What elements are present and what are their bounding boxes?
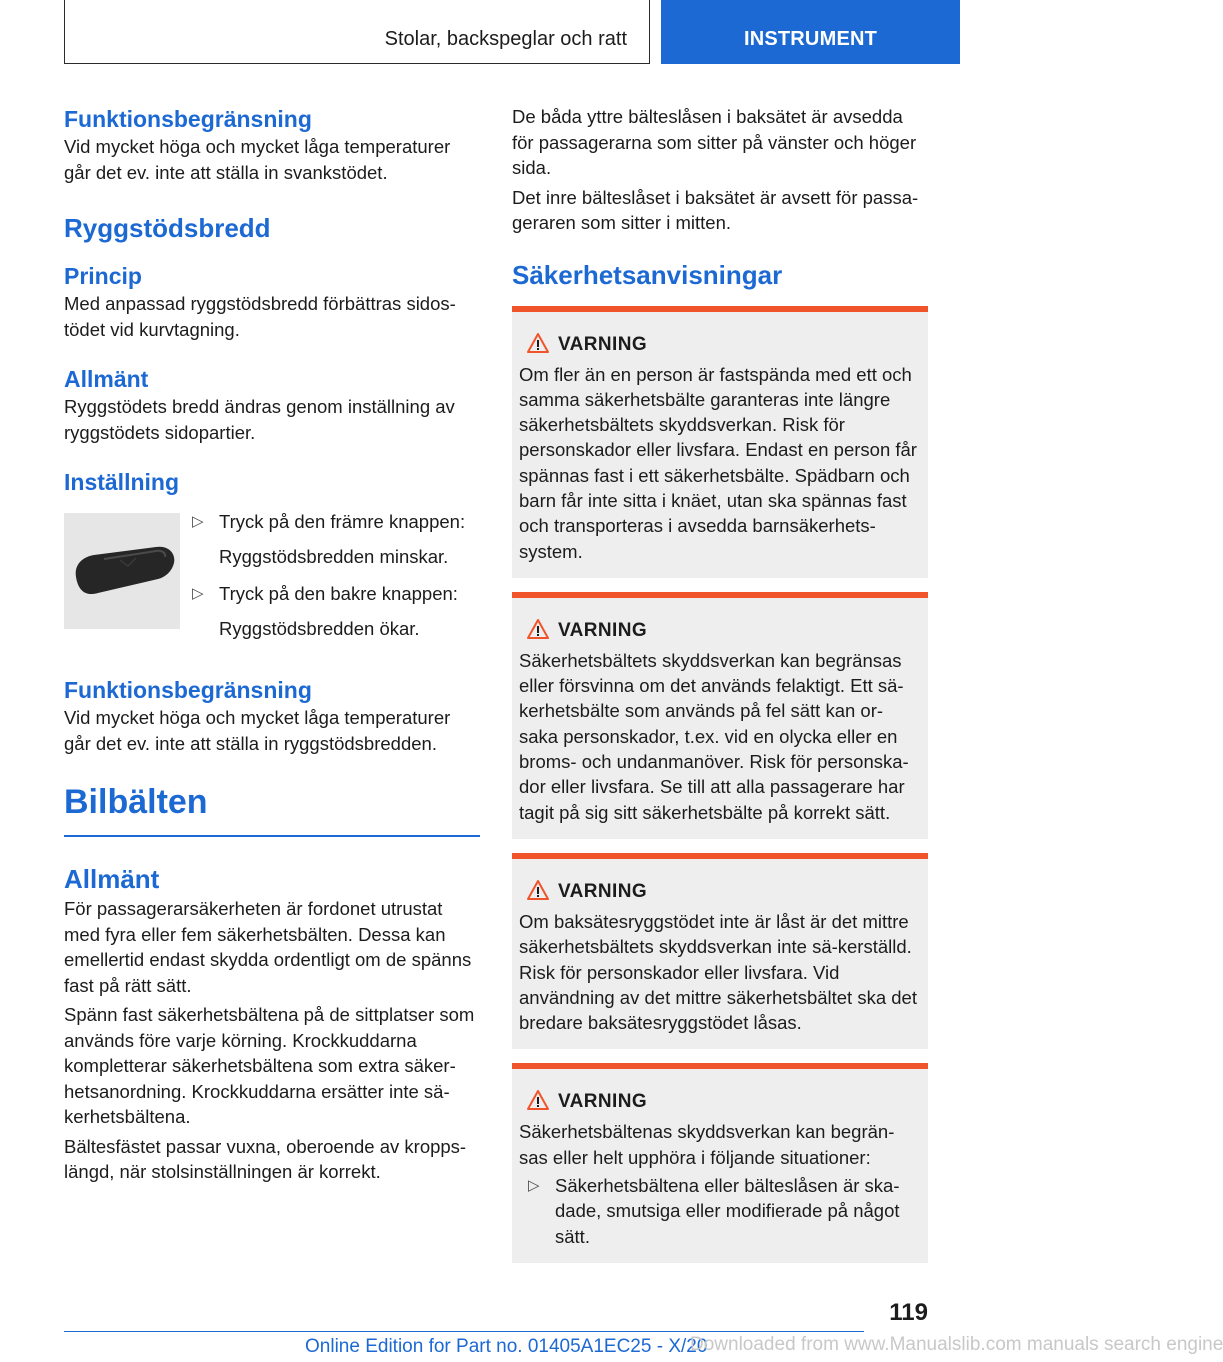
warning-box <box>512 853 928 1049</box>
warning-title <box>519 1089 921 1117</box>
intro-paragraph: Det inre bälteslåset i baksätet är avsett för passa-geraren som sitter i mitten. <box>512 186 919 233</box>
step-action: Tryck på den bakre knappen: <box>219 583 458 604</box>
header-section-tab <box>64 0 650 64</box>
header-chapter-title: INSTRUMENT <box>743 28 878 50</box>
left-column <box>64 104 480 1185</box>
warning-triangle-icon <box>526 879 550 901</box>
footer-edition: Online Edition for Part no. 01405A1EC25 - X/20 <box>305 1336 708 1357</box>
seatbelts-paragraph: För passagerarsäkerheten är fordonet utrustat med fyra eller fem säkerhetsbälten. Dessa kan emellertid endast skydda ordentligt om de spänns fast på rätt sätt. <box>64 898 472 996</box>
safety-heading: Säkerhetsanvisningar <box>512 259 783 290</box>
general-heading: Allmänt <box>64 366 149 392</box>
warning-label: VARNING <box>558 1091 648 1113</box>
setting-instruction <box>64 497 480 649</box>
page-number: 119 <box>889 1299 928 1326</box>
warning-label: VARNING <box>558 880 648 902</box>
step-rear-button <box>190 581 480 607</box>
principle-heading: Princip <box>64 263 142 289</box>
warning-box <box>512 592 928 839</box>
lumbar-limit-text: Vid mycket höga och mycket låga temperaturer går det ev. inte att ställa in svankstödet. <box>64 136 451 183</box>
footer-divider <box>64 1331 864 1332</box>
principle-text: Med anpassad ryggstödsbredd förbättras sidos-tödet vid kurvtagning. <box>64 293 456 340</box>
warning-box <box>512 1063 928 1262</box>
list-item-text: Säkerhetsbältena eller bälteslåsen är ska-dade, smutsiga eller modifierade på något sätt. <box>555 1175 900 1247</box>
seatbelts-heading: Bilbälten <box>64 783 208 821</box>
backrest-width-button-icon <box>64 513 180 629</box>
seatbelts-paragraph: Spänn fast säkerhetsbältena på de sittplatser som används före varje körning. Krockkuddarna kompletterar säkerhetsbältena som extra säker-hetsanordning. Krockkuddarna ersätter inte sä-kerhetsbältena. <box>64 1004 475 1127</box>
setting-heading: Inställning <box>64 469 179 495</box>
footer-watermark: Downloaded from www.Manualslib.com manuals search engine <box>690 1334 1223 1355</box>
seatbelts-paragraph: Bältesfästet passar vuxna, oberoende av kropps-längd, när stolsinställningen är korrekt. <box>64 1135 467 1182</box>
backrest-width-heading: Ryggstödsbredd <box>64 213 271 243</box>
warning-label: VARNING <box>558 333 648 355</box>
warning-box <box>512 306 928 578</box>
lumbar-limit-heading: Funktionsbegränsning <box>64 106 312 132</box>
step-result: Ryggstödsbredden minskar. <box>219 545 449 567</box>
warning-title <box>519 879 921 907</box>
backrest-button-image <box>64 513 180 629</box>
warning-title <box>519 618 921 646</box>
warning-text: Säkerhetsbältets skyddsverkan kan begränsas eller försvinna om det används felaktigt. Ett sä-kerhetsbälte som används på fel sätt kan or-saka personskador, t.ex. vid en olycka eller en broms- och undanmanöver. Risk för personska-dor eller livsfara. Se till att alla passagerare har tagit på sig sitt säkerhetsbälte på korrekt sätt. <box>519 649 909 823</box>
warning-label: VARNING <box>558 619 648 641</box>
warning-list <box>519 1173 921 1249</box>
step-result: Ryggstödsbredden ökar. <box>219 617 420 639</box>
list-item <box>519 1173 921 1249</box>
setting-steps <box>190 509 480 653</box>
header-section-title: Stolar, backspeglar och ratt <box>384 28 627 50</box>
seatbelts-general-heading: Allmänt <box>64 864 160 894</box>
step-front-button <box>190 509 480 535</box>
warning-triangle-icon <box>526 1089 550 1111</box>
triangle-right-icon: ▷ <box>528 1177 540 1195</box>
warning-title <box>519 332 921 360</box>
warning-text: Om fler än en person är fastspända med ett och samma säkerhetsbälte garanteras inte längre säkerhetsbältets skyddsverkan. Risk för personskador eller livsfara. Endast en person får spännas fast i ett säkerhetsbälte. Spädbarn och barn får inte sitta i knäet, utan ska spännas fast och transporteras i avsedda barnsäkerhets-system. <box>519 363 917 562</box>
backrest-limit-heading: Funktionsbegränsning <box>64 677 312 703</box>
header-chapter-tab <box>661 0 960 64</box>
warning-text: Säkerhetsbältenas skyddsverkan kan begrän-sas eller helt upphöra i följande situationer: <box>519 1121 895 1168</box>
step-action: Tryck på den främre knappen: <box>219 511 466 532</box>
backrest-limit-text: Vid mycket höga och mycket låga temperaturer går det ev. inte att ställa in ryggstödsbredden. <box>64 707 451 754</box>
warning-triangle-icon <box>526 332 550 354</box>
intro-paragraph: De båda yttre bälteslåsen i baksätet är avsedda för passagerarna som sitter på vänster och höger sida. <box>512 106 917 178</box>
warning-text: Om baksätesryggstödet inte är låst är det mittre säkerhetsbältets skyddsverkan inte sä-kerställd. Risk för personskador eller livsfara. Vid användning av det mittre säkerhetsbältet ska det bredare baksätesryggstödet låsas. <box>519 910 917 1034</box>
warning-triangle-icon <box>526 618 550 640</box>
general-text: Ryggstödets bredd ändras genom inställning av ryggstödets sidopartier. <box>64 396 455 443</box>
triangle-right-icon: ▷ <box>192 513 204 530</box>
triangle-right-icon: ▷ <box>192 585 204 602</box>
right-column <box>512 104 928 1263</box>
